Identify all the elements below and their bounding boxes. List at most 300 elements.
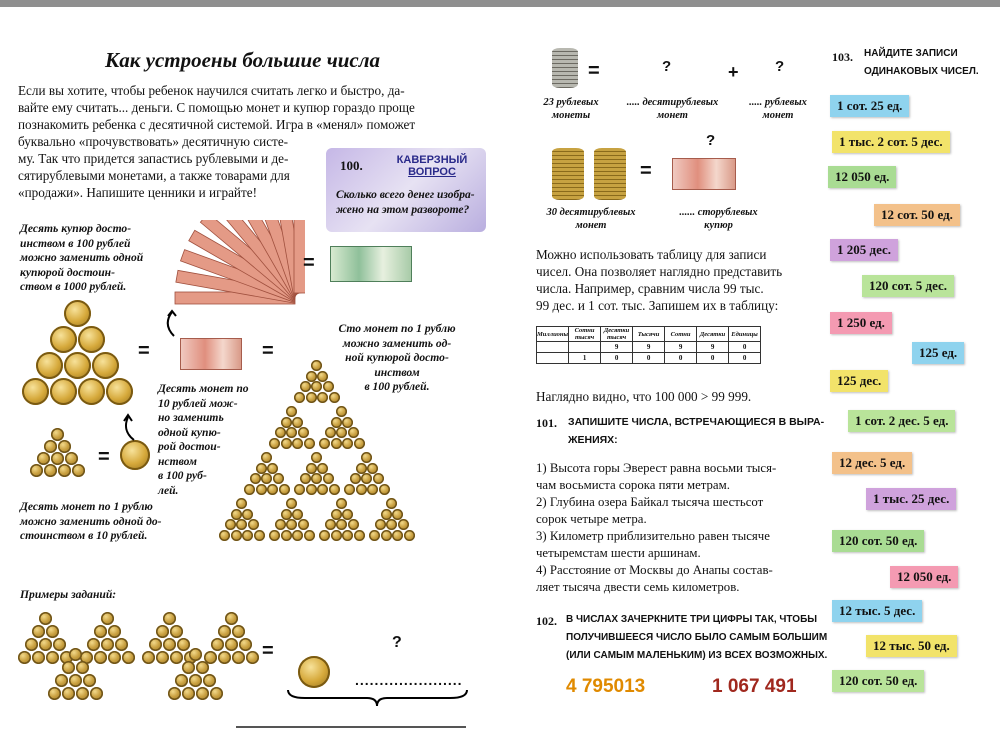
coin-image [261,473,272,484]
coin-image [306,484,317,495]
coin-image [361,473,372,484]
heading-line: В ЧИСЛАХ ЗАЧЕРКНИТЕ ТРИ ЦИФРЫ ТАК, ЧТОБЫ [566,614,818,625]
coin-image [232,625,245,638]
coin-image [39,612,52,625]
table-cell: 0 [633,353,665,364]
coin-image [225,519,236,530]
arrow-up-icon [118,412,140,442]
coin-image [149,638,162,651]
coin-image [58,464,71,477]
task-number: 103. [832,50,853,64]
coin-image [78,378,105,405]
bottom-rule [236,726,466,728]
coin-image [69,674,82,687]
coin-image [348,427,359,438]
heading-line: (ИЛИ САМЫМ МАЛЕНЬКИМ) ИЗ ВСЕХ ВОЗМОЖНЫХ. [566,650,828,661]
coin-image [196,661,209,674]
coin-image [250,473,261,484]
coin-image [175,674,188,687]
coin-image [304,530,315,541]
coin-10-image [298,656,330,688]
coin-image [286,519,297,530]
coin-image [381,530,392,541]
coin-image [87,638,100,651]
number-tag[interactable]: 12 сот. 50 ед. [874,204,960,226]
caption-line: нством [158,454,197,468]
coin-image [323,381,334,392]
banknote-100-image [672,158,736,190]
coin-image [317,484,328,495]
table-cell: 0 [729,342,761,353]
coin-image [36,352,63,379]
coin-image [90,687,103,700]
coin-image [367,463,378,474]
coin-image [55,674,68,687]
text-line: 3) Километр приблизительно равен тысяче [536,529,770,543]
heading-line: КАВЕРЗНЫЙ [396,154,468,166]
heading-line: ВОПРОС [408,166,456,178]
coin-image [218,651,231,664]
coin-image [244,484,255,495]
caption-line: стоинством в 10 рублей. [20,529,148,542]
coin-image [50,326,77,353]
coin-image [72,464,85,477]
coin-image [44,464,57,477]
coin-image [156,625,169,638]
coin-image [367,484,378,495]
coin-image [189,674,202,687]
coin-image [286,406,297,417]
coin-image [170,625,183,638]
coin-image [142,651,155,664]
table-cell: 9 [633,342,665,353]
table-row [537,353,761,364]
coin-image [392,509,403,520]
table-header-cell: Сотни [665,327,697,342]
task-101-text [536,460,776,596]
coin-image [317,463,328,474]
coin-image [53,638,66,651]
coin-image [101,638,114,651]
plus-sign: + [728,62,739,82]
coins-100-triangle [172,322,462,582]
caption-line: в 100 рублей. [364,380,430,393]
coin-image [231,509,242,520]
coin-image [292,417,303,428]
coin-image [323,473,334,484]
coin-image [279,484,290,495]
coin-image [156,651,169,664]
task-102-heading [566,611,827,665]
coin-image [311,473,322,484]
coin-image [115,638,128,651]
caption-line: Десять монет по 1 рублю [20,500,153,513]
coin-image [122,651,135,664]
coin-image [39,638,52,651]
equals-sign: = [138,340,150,362]
coin-image [65,452,78,465]
comparison-text: Наглядно видно, что 100 000 > 99 999. [536,389,752,404]
caption-line: 30 десятирублевых [546,207,636,218]
coin-image [392,530,403,541]
coin-image [375,519,386,530]
caption-line: инством в 100 рублей [20,236,131,250]
coin-image [294,392,305,403]
question-mark: ? [706,132,716,149]
task-number: 101. [536,416,557,430]
coin-image [46,625,59,638]
coin-image [94,625,107,638]
coin-image [248,519,259,530]
table-header-row [537,327,761,342]
tricky-question-text [336,188,475,218]
coin-image [269,438,280,449]
caption-line: 10 рублей мож- [158,396,238,410]
equals-sign: = [303,252,315,274]
coin-image [44,440,57,453]
coin-image [242,509,253,520]
question-line: Сколько всего денег изобра- [336,189,475,201]
banknote-1000-image [330,246,412,282]
caption-hundred-notes [666,206,771,232]
caption-line: можно заменить од- [342,336,452,350]
coin-image [236,498,247,509]
coin-image [379,484,390,495]
number-tag[interactable]: 1 тыс. 25 дес. [866,488,956,510]
coin-image [292,509,303,520]
coin-image [182,687,195,700]
caption-line: ной купюрой досто- [345,351,449,364]
table-header-cell: Единицы [729,327,761,342]
tricky-question-box [326,148,486,232]
coin-image [254,530,265,541]
caption-line: монеты [551,110,591,121]
coin-image [311,452,322,463]
coin-image [211,638,224,651]
caption-line: инством [374,365,420,379]
heading-line: ПОЛУЧИВШЕЕСЯ ЧИСЛО БЫЛО САМЫМ БОЛЬШИМ [566,632,828,643]
coin-image [344,484,355,495]
caption-rouble-coins [738,96,818,122]
coin-image [317,371,328,382]
coin-image [62,661,75,674]
coin-image [177,638,190,651]
coin-image [329,484,340,495]
number-puzzle-2[interactable]: 1 067 491 [712,676,797,697]
coin-image [108,625,121,638]
caption-line: лей. [158,483,179,497]
coins-1-triangle [18,428,98,488]
table-row [537,342,761,353]
coin-image [298,427,309,438]
coin-image [354,438,365,449]
coin-image [286,498,297,509]
caption-line: ..... десятирублевых [626,97,719,108]
caption-line: купюрой достоин- [20,265,115,279]
coin-image [273,473,284,484]
table-cell [537,342,569,353]
coin-stack-10-rouble [552,148,584,200]
coin-image [354,530,365,541]
coin-image [281,438,292,449]
tricky-question-heading [392,154,472,178]
caption-line: одной купю- [158,425,221,439]
coin-image [311,360,322,371]
task-number: 100. [340,158,363,173]
coin-image [325,427,336,438]
coin-image [210,687,223,700]
coin-image [83,674,96,687]
coin-image [76,661,89,674]
coin-image [404,530,415,541]
coin-image [236,519,247,530]
caption-line: ..... рублевых [749,97,807,108]
text-line: четыремстам шести аршинам. [536,546,701,560]
coin-image [373,473,384,484]
coin-image [350,473,361,484]
number-tag[interactable]: 125 ед. [912,342,964,364]
table-cell: 1 [569,353,601,364]
coin-image [78,326,105,353]
answer-dots: ...................... [355,672,463,688]
coin-image [106,378,133,405]
table-intro-text [536,246,782,314]
number-tag[interactable]: 120 сот. 50 ед. [832,530,924,552]
coin-image [300,473,311,484]
intro-line: му. Так что придется запастись рублевыми и де- [18,151,289,166]
caption-coins-1 [20,500,162,544]
equals-sign: = [98,446,110,468]
caption-line: Сто монет по 1 рублю [338,322,456,335]
coin-image [342,530,353,541]
number-tag[interactable]: 12 050 ед. [828,166,896,188]
coin-image [30,464,43,477]
coin-image [48,687,61,700]
coin-image [163,638,176,651]
coin-image [25,638,38,651]
caption-line: монет [575,220,607,231]
coin-image [76,687,89,700]
banknote-fan-illustration [165,220,305,310]
coin-image [203,674,216,687]
coin-image [331,509,342,520]
intro-line: сятирублевыми монетами, а также товарами для [18,168,290,183]
coins-10-triangle [18,300,138,420]
text-line: чам восьмиста сорока пяти метрам. [536,478,730,492]
number-tag[interactable]: 12 050 ед. [890,566,958,588]
heading-line: ОДИНАКОВЫХ ЧИСЕЛ. [864,66,979,77]
coin-image [231,530,242,541]
coin-image [189,648,202,661]
coin-image [50,378,77,405]
coin-image [37,452,50,465]
number-tag[interactable]: 1 сот. 25 ед. [830,95,909,117]
task-103-heading [864,45,979,81]
coin-image [336,406,347,417]
coin-image [69,648,82,661]
equals-sign: = [588,60,600,82]
table-cell: 9 [601,342,633,353]
coin-image [51,452,64,465]
coin-image [381,509,392,520]
table-cell [569,342,601,353]
coin-image [294,484,305,495]
coin-image [281,509,292,520]
coin-image [168,687,181,700]
caption-30-coins [536,206,646,232]
coin-image [242,530,253,541]
coin-image [256,484,267,495]
coin-image [361,452,372,463]
coin-image [331,530,342,541]
coin-image [22,378,49,405]
page-title: Как устроены большие числа [105,48,381,72]
text-line: 4) Расстояние от Москвы до Анапы состав- [536,563,773,577]
table-cell [537,353,569,364]
coin-image [292,438,303,449]
caption-line: монет [657,110,688,121]
coin-image [342,417,353,428]
coin-image [182,661,195,674]
coin-image [218,625,231,638]
heading-line: НАЙДИТЕ ЗАПИСИ [864,48,958,59]
coin-image [398,519,409,530]
caption-line: купюр [704,220,733,231]
coin-image [281,417,292,428]
coin-image [311,381,322,392]
coin-image [108,651,121,664]
coin-image [101,612,114,625]
coin-10-image [120,440,150,470]
coin-image [92,352,119,379]
intro-line: «продажи». Напишите ценники и играйте! [18,185,257,200]
table-cell: 9 [665,342,697,353]
number-puzzle-1[interactable]: 4 795013 [566,676,646,697]
coin-image [267,484,278,495]
table-cell: 0 [697,353,729,364]
task-101-heading [568,413,824,449]
table-header-cell: Десятки [697,327,729,342]
coin-image [275,427,286,438]
coin-image [386,498,397,509]
text-line: Можно использовать таблицу для записи [536,247,767,262]
coin-image [261,452,272,463]
coin-image [336,519,347,530]
coin-image [256,463,267,474]
coin-image [331,417,342,428]
coin-image [317,392,328,403]
coin-image [348,519,359,530]
caption-notes [20,222,143,295]
top-bar [0,0,1000,7]
caption-ten-rouble-coins [615,96,730,122]
coin-image [342,438,353,449]
coin-image [336,498,347,509]
heading-line: ЗАПИШИТЕ ЧИСЛА, ВСТРЕЧАЮЩИЕСЯ В ВЫРА- [568,416,825,428]
question-mark: ? [775,58,785,75]
text-line: ляет тысяча двести семь километров. [536,580,740,594]
coin-image [269,530,280,541]
number-tag[interactable]: 12 тыс. 50 ед. [866,635,957,657]
coin-image [46,651,59,664]
table-cell: 0 [729,353,761,364]
caption-line: рой достои- [158,440,221,453]
number-tag[interactable]: 1 250 ед. [830,312,892,334]
number-tag[interactable]: 1 205 дес. [830,239,898,261]
coin-image [292,530,303,541]
coin-image [369,530,380,541]
coin-image [232,651,245,664]
number-tag[interactable]: 125 дес. [830,370,888,392]
coin-image [306,371,317,382]
table-cell: 0 [665,353,697,364]
coin-image [64,300,91,327]
heading-line: ЖЕНИЯХ: [568,434,618,446]
coin-image [18,651,31,664]
caption-line: в 100 руб- [158,469,207,482]
coin-image [386,519,397,530]
coin-image [219,530,230,541]
coin-stack-10-rouble [594,148,626,200]
table-cell: 0 [601,353,633,364]
text-line: чисел. Она позволяет наглядно представить [536,264,783,279]
coin-image [275,519,286,530]
equals-sign: = [262,340,274,362]
example-coin-groups [18,612,258,702]
number-tag[interactable]: 1 сот. 2 дес. 5 ед. [848,410,955,432]
coin-image [58,440,71,453]
brace-icon [285,688,470,708]
coin-image [32,625,45,638]
text-line: 99 дес. и 1 сот. тыс. Запишем их в таблицу: [536,298,779,313]
intro-line: Если вы хотите, чтобы ребенок научился считать легко и быстро, да- [18,83,405,98]
text-line: 2) Глубина озера Байкал тысяча шестьсот [536,495,764,509]
coin-image [306,392,317,403]
caption-line: можно заменить одной [20,251,144,264]
coin-image [304,438,315,449]
question-mark: ? [662,58,672,75]
coin-image [336,427,347,438]
equals-sign: = [262,640,274,662]
number-tag[interactable]: 120 сот. 50 ед. [832,670,924,692]
number-tag[interactable]: 120 сот. 5 дес. [862,275,954,297]
question-line: жено на этом развороте? [336,204,470,216]
coin-image [356,484,367,495]
coin-image [319,438,330,449]
coin-image [64,352,91,379]
coin-image [239,638,252,651]
number-tag[interactable]: 12 дес. 5 ед. [832,452,912,474]
coin-stack-1-rouble [552,48,578,88]
caption-line: ством в 1000 рублей. [20,280,127,293]
caption-line: Десять монет по [158,382,249,395]
number-tag[interactable]: 12 тыс. 5 дес. [832,600,922,622]
coin-image [62,687,75,700]
text-line: 1) Высота горы Эверест равна восьми тыся- [536,461,777,475]
table-header-cell: Тысячи [633,327,665,342]
coin-image [342,509,353,520]
coin-image [281,530,292,541]
text-line: числа. Например, сравним числа 99 тыс. [536,281,764,296]
number-tag[interactable]: 1 тыс. 2 сот. 5 дес. [832,131,950,153]
coin-image [163,612,176,625]
coin-image [356,463,367,474]
table-cell: 9 [697,342,729,353]
caption-line: но заменить [158,411,224,424]
intro-line: познакомить ребенка с десятичной системой. Игра в «менял» поможет [18,117,416,132]
coin-image [329,392,340,403]
coin-image [325,519,336,530]
